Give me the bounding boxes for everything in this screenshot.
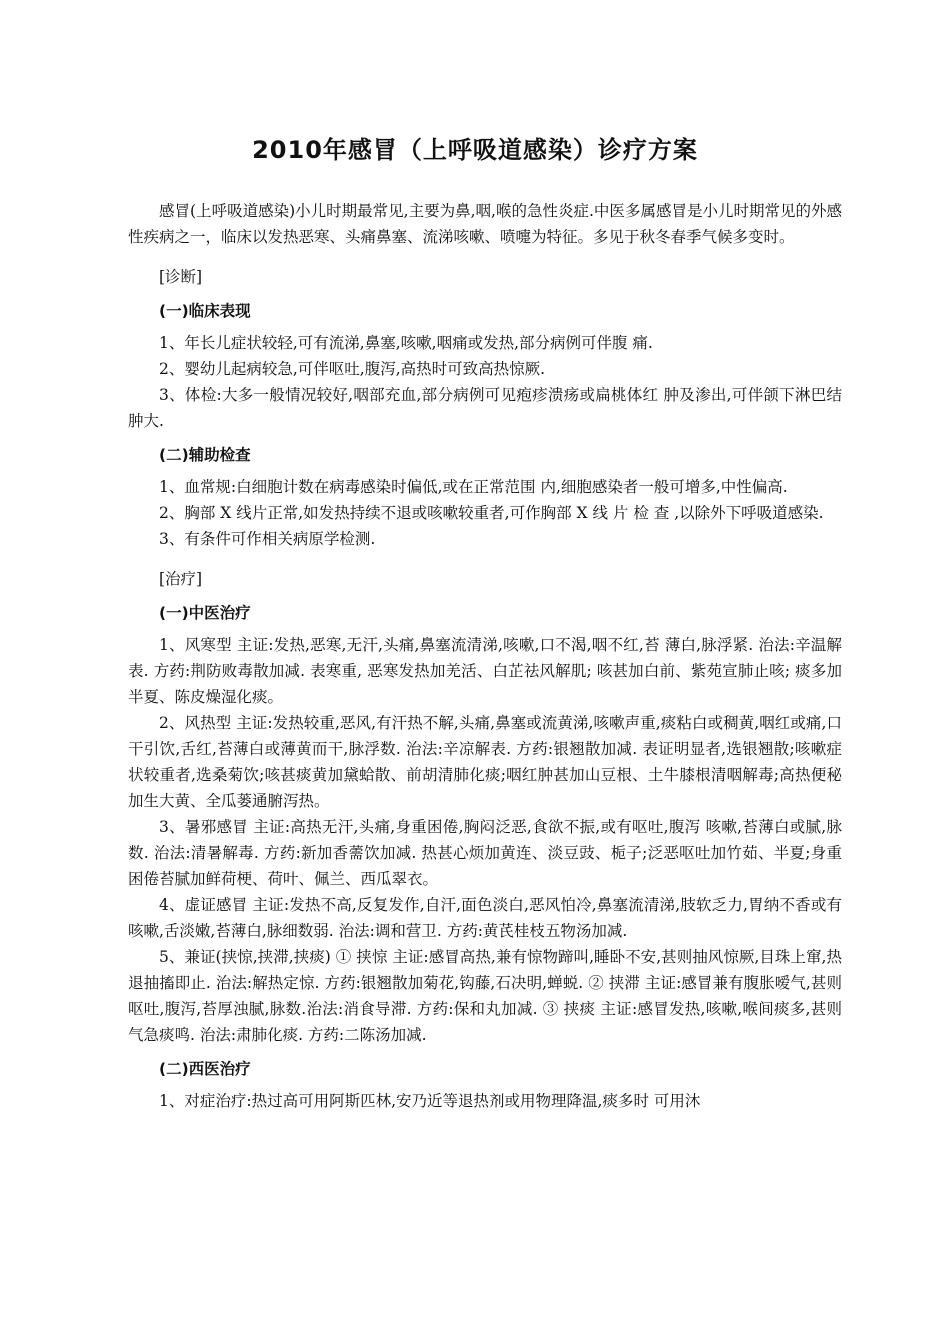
clinical-item: 3、体检:大多一般情况较好,咽部充血,部分病例可见疱疹溃疡或扁桃体红 肿及渗出,可伴颌下淋巴结肿大.: [128, 386, 842, 430]
diagnosis-heading: [诊断]: [159, 268, 203, 286]
auxiliary-heading: (二)辅助检查: [159, 446, 251, 464]
western-heading: (二)西医治疗: [159, 1060, 251, 1078]
tcm-item: 2、风热型 主证:发热较重,恶风,有汗热不解,头痛,鼻塞或流黄涕,咳嗽声重,痰粘白或稠黄,咽红或痛,口干引饮,舌红,苔薄白或薄黄而干,脉浮数. 治法:辛凉解表. 方药:银翘散加减. 表证明显者,选银翘散;咳嗽症状较重者,选桑菊饮;咳甚痰黄加黛蛤散、前胡清肺化痰;咽红肿甚加山豆根、土牛膝根清咽解毒;高热便秘加生大黄、全瓜蒌通腑泻热。: [128, 714, 842, 810]
auxiliary-item: 1、血常规:白细胞计数在病毒感染时偏低,或在正常范围 内,细胞感染者一般可增多,中性偏高.: [159, 478, 788, 496]
tcm-heading: (一)中医治疗: [159, 604, 251, 622]
auxiliary-item: 2、胸部 X 线片正常,如发热持续不退或咳嗽较重者,可作胸部 X 线 片 检 查 ,以除外下呼吸道感染.: [159, 504, 824, 522]
clinical-item: 2、婴幼儿起病较急,可伴呕吐,腹泻,高热时可致高热惊厥.: [159, 360, 546, 378]
intro-paragraph: 感冒(上呼吸道感染)小儿时期最常见,主要为鼻,咽,喉的急性炎症.中医多属感冒是小儿时期常见的外感性疾病之一，临床以发热恶寒、头痛鼻塞、流涕咳嗽、喷嚏为特征。多见于秋冬春季气候多变时。: [128, 202, 842, 246]
clinical-item: 1、年长儿症状较轻,可有流涕,鼻塞,咳嗽,咽痛或发热,部分病例可伴腹 痛.: [159, 334, 653, 352]
page-title: 2010年感冒（上呼吸道感染）诊疗方案: [252, 136, 698, 164]
tcm-item: 3、暑邪感冒 主证:高热无汗,头痛,身重困倦,胸闷泛恶,食欲不振,或有呕吐,腹泻 咳嗽,苔薄白或腻,脉数. 治法:清暑解毒. 方药:新加香薷饮加减. 热甚心烦加黄连、淡豆豉、栀子;泛恶呕吐加竹茹、半夏;身重困倦苔腻加鲜荷梗、荷叶、佩兰、西瓜翠衣。: [128, 818, 842, 888]
western-item: 1、对症治疗:热过高可用阿斯匹林,安乃近等退热剂或用物理降温,痰多时 可用沐: [159, 1092, 701, 1110]
tcm-item: 4、虚证感冒 主证:发热不高,反复发作,自汗,面色淡白,恶风怕冷,鼻塞流清涕,肢软乏力,胃纳不香或有咳嗽,舌淡嫩,苔薄白,脉细数弱. 治法:调和营卫. 方药:黄芪桂枝五物汤加减.: [128, 896, 842, 940]
tcm-item: 5、兼证(挟惊,挟滞,挟痰) ① 挟惊 主证:感冒高热,兼有惊物蹄叫,睡卧不安,甚则抽风惊厥,目珠上窜,热 退抽搐即止. 治法:解热定惊. 方药:银翘散加菊花,钩藤,石决明,蝉蜕. ② 挟滞 主证:感冒兼有腹胀嗳气,甚则呕吐,腹泻,苔厚浊腻,脉数.治法:消食导滞. 方药:保和丸加减. ③ 挟痰 主证:感冒发热,咳嗽,喉间痰多,甚则气急痰鸣. 治法:肃肺化痰. 方药:二陈汤加减.: [128, 948, 842, 1044]
clinical-heading: (一)临床表现: [159, 302, 251, 320]
auxiliary-item: 3、有条件可作相关病原学检测.: [159, 530, 376, 548]
document-body: [128, 198, 842, 1114]
treatment-heading: [治疗]: [159, 570, 203, 588]
tcm-item: 1、风寒型 主证:发热,恶寒,无汗,头痛,鼻塞流清涕,咳嗽,口不渴,咽不红,苔 薄白,脉浮紧. 治法:辛温解表. 方药:荆防败毒散加减. 表寒重, 恶寒发热加羌活、白芷祛风解肌; 咳甚加白前、紫苑宣肺止咳; 痰多加半夏、陈皮燥湿化痰。: [128, 636, 842, 706]
